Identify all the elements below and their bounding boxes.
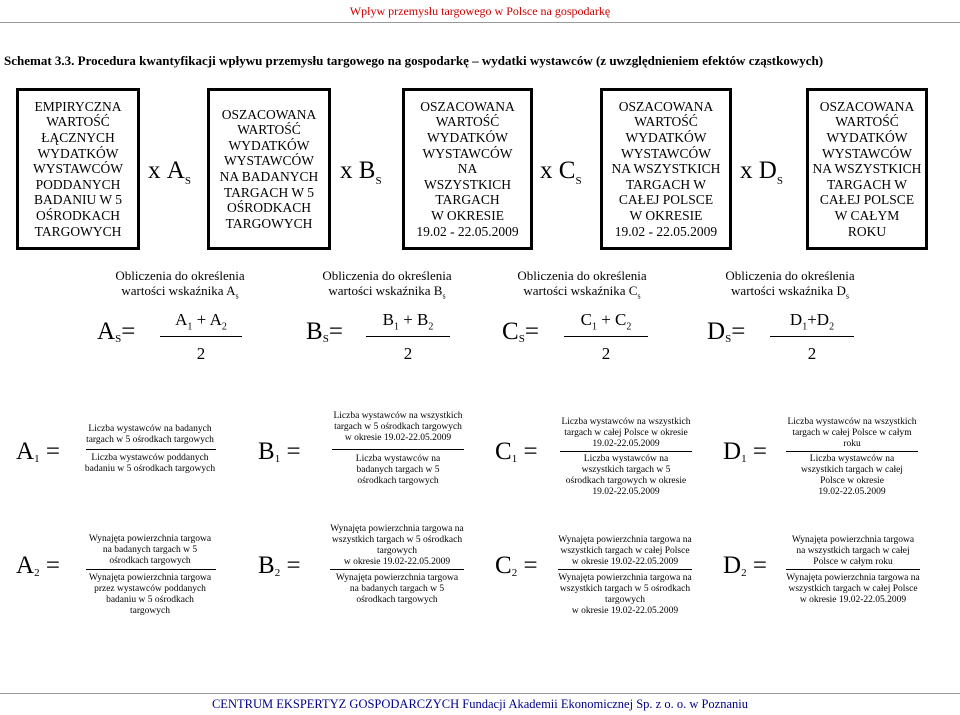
formula-bs-line [366,336,450,337]
b1-denominator: Liczba wystawców na badanych targach w 5 ośrodkach targowych [355,454,441,486]
schema-title: Schemat 3.3. Procedura kwantyfikacji wpływu przemysłu targowego na gospodarkę – wydatki wystawców (z uwzględnieniem efektów cząstkowych) [4,53,824,68]
d1-numerator: Liczba wystawców na wszystkich targach w całej Polsce w całym roku [787,417,917,449]
d1-line [786,451,918,452]
d2-lhs: $D_2$ = [723,552,767,579]
formula-cs-denominator: 2 [601,344,611,363]
note-a: Obliczenia do określenia wartości wskaźnika $A_s$ [115,268,245,301]
b2-line [330,569,464,570]
note-c: Obliczenia do określenia wartości wskaźnika $C_s$ [517,268,647,301]
footer-rule [0,693,960,694]
formula-as-lhs: $A_S=$ [97,318,136,345]
box-text: EMPIRYCZNA WARTOŚĆ ŁĄCZNYCH WYDATKÓW WYSTAWCÓW PODDANYCH BADANIU W 5 OŚRODKACH TARGOWYCH [32,98,124,239]
formula-ds-denominator: 2 [807,344,817,363]
a2-numerator: Wynajęta powierzchnia targowa na badanych targach w 5 ośrodkach targowych [88,534,212,566]
a1-numerator: Liczba wystawców na badanych targach w 5 ośrodkach targowych [86,424,214,445]
box-text: OSZACOWANA WARTOŚĆ WYDATKÓW WYSTAWCÓW NA WSZYSTKICH TARGACH W CAŁEJ POLSCE W OKRESIE 19.02 - 22.05.2009 [611,98,721,239]
page-header: Wpływ przemysłu targowego w Polsce na gospodarkę [349,4,611,18]
c2-denominator: Wynajęta powierzchnia targowa na wszystkich targach w 5 ośrodkach targowych w okresie 19.02-22.05.2009 [558,573,692,616]
formula-bs-numerator: $B_1 + B_2$ [382,310,434,333]
b2-lhs: $B_2$ = [258,552,301,579]
formula-ds-numerator: $D_1+D_2$ [789,310,835,333]
d2-denominator: Wynajęta powierzchnia targowa na wszystkich targach w całej Polsce w okresie 19.02-22.05.2009 [786,573,920,605]
formula-as-numerator: $A_1 + A_2$ [175,310,227,333]
d1-lhs: $D_1$ = [723,438,767,465]
b1-line [332,449,464,450]
a2-denominator: Wynajęta powierzchnia targowa przez wystawców poddanych badaniu w 5 ośrodkach targowych [88,573,212,616]
b1-lhs: $B_1$ = [258,438,301,465]
formula-as-denominator: 2 [196,344,206,363]
formula-as-line [160,336,242,337]
note-b: Obliczenia do określenia wartości wskaźnika $B_s$ [322,268,452,301]
operator-cs: x $C_S$ [540,157,582,187]
formula-cs-numerator: $C_1 + C_2$ [580,310,632,333]
operator-as: x $A_S$ [148,157,191,187]
box-estimated-all-fairs-period [402,88,533,250]
operator-bs: x $B_S$ [340,157,382,187]
d2-line [786,569,920,570]
box-text: OSZACOWANA WARTOŚĆ WYDATKÓW WYSTAWCÓW NA WSZYSTKICH TARGACH W CAŁEJ POLSCE W CAŁYM ROKU [812,98,922,239]
formula-ds-line [770,336,854,337]
box-text: OSZACOWANA WARTOŚĆ WYDATKÓW WYSTAWCÓW NA BADANYCH TARGACH W 5 OŚRODKACH TARGOWYCH [219,106,319,231]
formula-cs-line [564,336,648,337]
box-text: OSZACOWANA WARTOŚĆ WYDATKÓW WYSTAWCÓW NA WSZYSTKICH TARGACH W OKRESIE 19.02 - 22.05.2009 [416,98,519,239]
formula-bs-lhs: $B_S=$ [306,318,343,345]
a2-lhs: $A_2$ = [16,552,60,579]
c1-lhs: $C_1$ = [495,438,538,465]
c2-numerator: Wynajęta powierzchnia targowa na wszystkich targach w całej Polsce w okresie 19.02-22.05.2009 [558,535,692,567]
a2-line [86,569,216,570]
formula-cs-lhs: $C_S=$ [502,318,539,345]
box-estimated-surveyed-fairs [207,88,331,250]
a1-lhs: $A_1$ = [16,438,60,465]
b1-numerator: Liczba wystawców na wszystkich targach w 5 ośrodkach targowych w okresie 19.02-22.05.2009 [333,411,463,443]
c1-numerator: Liczba wystawców na wszystkich targach w całej Polsce w okresie 19.02-22.05.2009 [561,417,691,449]
header-rule [0,22,960,23]
c1-denominator: Liczba wystawców na wszystkich targach w 5 ośrodkach targowych w okresie 19.02-22.05.2009 [565,454,687,497]
operator-ds: x $D_S$ [740,157,783,187]
box-estimated-poland-year [806,88,928,250]
formula-bs-denominator: 2 [403,344,413,363]
box-empirical-expenditure [16,88,140,250]
page-footer: CENTRUM EKSPERTYZ GOSPODARCZYCH Fundacji Akademii Ekonomicznej Sp. z o. o. w Poznaniu [211,697,749,711]
box-estimated-poland-period [600,88,732,250]
note-d: Obliczenia do określenia wartości wskaźnika $D_s$ [725,268,855,301]
d2-numerator: Wynajęta powierzchnia targowa na wszystkich targach w całej Polsce w całym roku [791,535,915,567]
a1-line [86,449,216,450]
b2-numerator: Wynajęta powierzchnia targowa na wszystkich targach w 5 ośrodkach targowych w okresie 19.02-22.05.2009 [330,524,464,567]
a1-denominator: Liczba wystawców poddanych badaniu w 5 ośrodkach targowych [84,453,216,474]
formula-ds-lhs: $D_S=$ [707,318,746,345]
b2-denominator: Wynajęta powierzchnia targowa na badanych targach w 5 ośrodkach targowych [335,573,459,605]
c2-lhs: $C_2$ = [495,552,538,579]
c2-line [558,569,692,570]
d1-denominator: Liczba wystawców na wszystkich targach w całej Polsce w okresie 19.02-22.05.2009 [801,454,903,497]
c1-line [560,451,692,452]
